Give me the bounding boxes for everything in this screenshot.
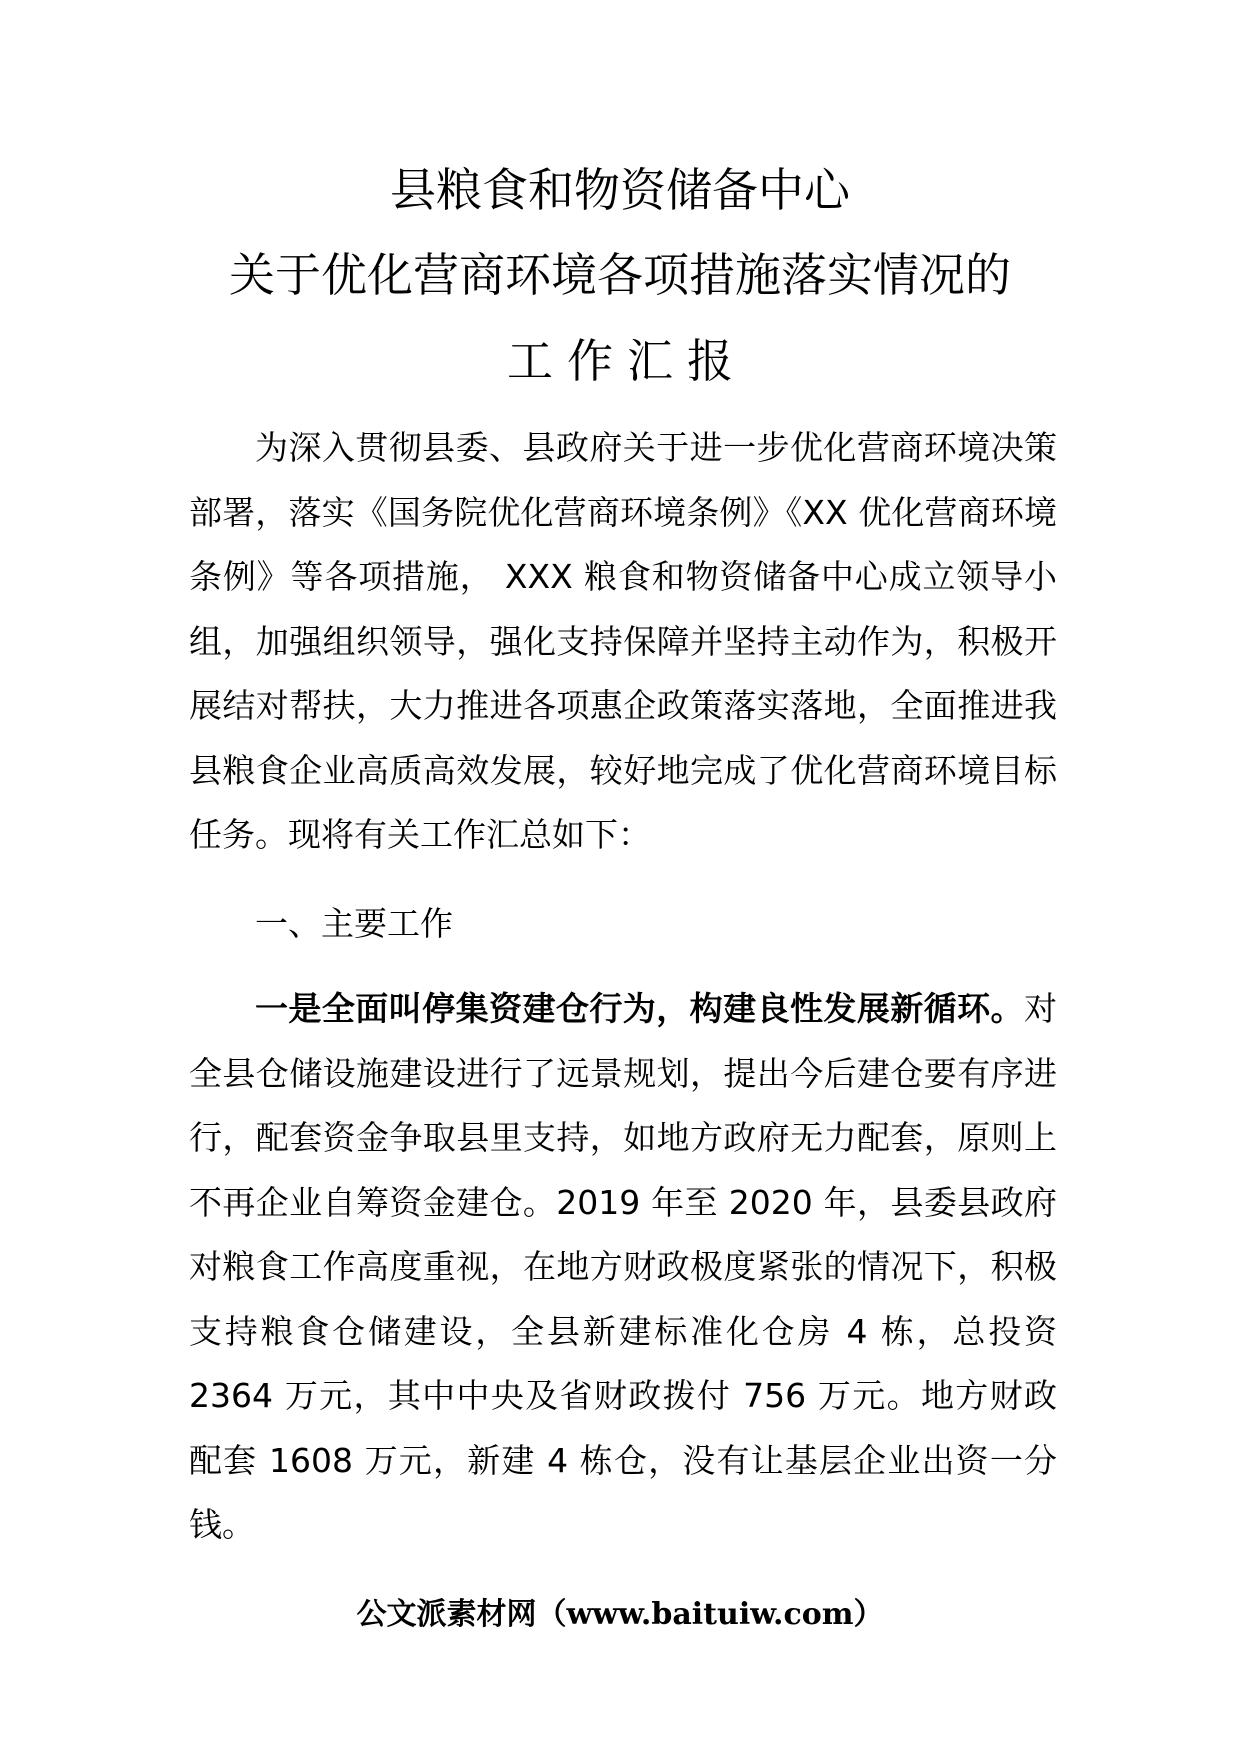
document-title-line-1: 县粮食和物资储备中心: [390, 163, 850, 217]
document-title-line-3: 工作汇报: [507, 334, 747, 388]
footer-watermark: 公文派素材网（www.baituiw.com）: [356, 1597, 884, 1632]
section-heading: 一、主要工作: [255, 904, 453, 943]
intro-paragraph: [189, 416, 1057, 868]
document-title-line-2: 关于优化营商环境各项措施落实情况的: [229, 248, 1011, 302]
section-paragraph-content: [189, 977, 1057, 1558]
section-paragraph-lead: 一是全面叫停集资建仓行为，构建良性发展新循环。: [255, 989, 1024, 1028]
section-paragraph-body: 对全县仓储设施建设进行了远景规划，提出今后建仓要有序进行，配套资金争取县里支持，如地方政府无力配套，原则上不再企业自筹资金建仓。2019 年至 2020 年，县委县政府对粮食工作高度重视，在地方财政极度紧张的情况下，积极支持粮食仓储建设，全县新建标准化仓房 4 栋，总投资 2364 万元，其中中央及省财政拨付 756 万元。地方财政配套 1608 万元，新建 4 栋仓，没有让基层企业出资一分钱。: [189, 989, 1057, 1544]
intro-paragraph-text: 为深入贯彻县委、县政府关于进一步优化营商环境决策部署，落实《国务院优化营商环境条例》《XX 优化营商环境条例》等各项措施， XXX 粮食和物资储备中心成立领导小组，加强组织领导，强化支持保障并坚持主动作为，积极开展结对帮扶，大力推进各项惠企政策落实落地，全面推进我县粮食企业高质高效发展，较好地完成了优化营商环境目标任务。现将有关工作汇总如下：: [189, 428, 1057, 854]
section-paragraph: [189, 977, 1057, 1558]
